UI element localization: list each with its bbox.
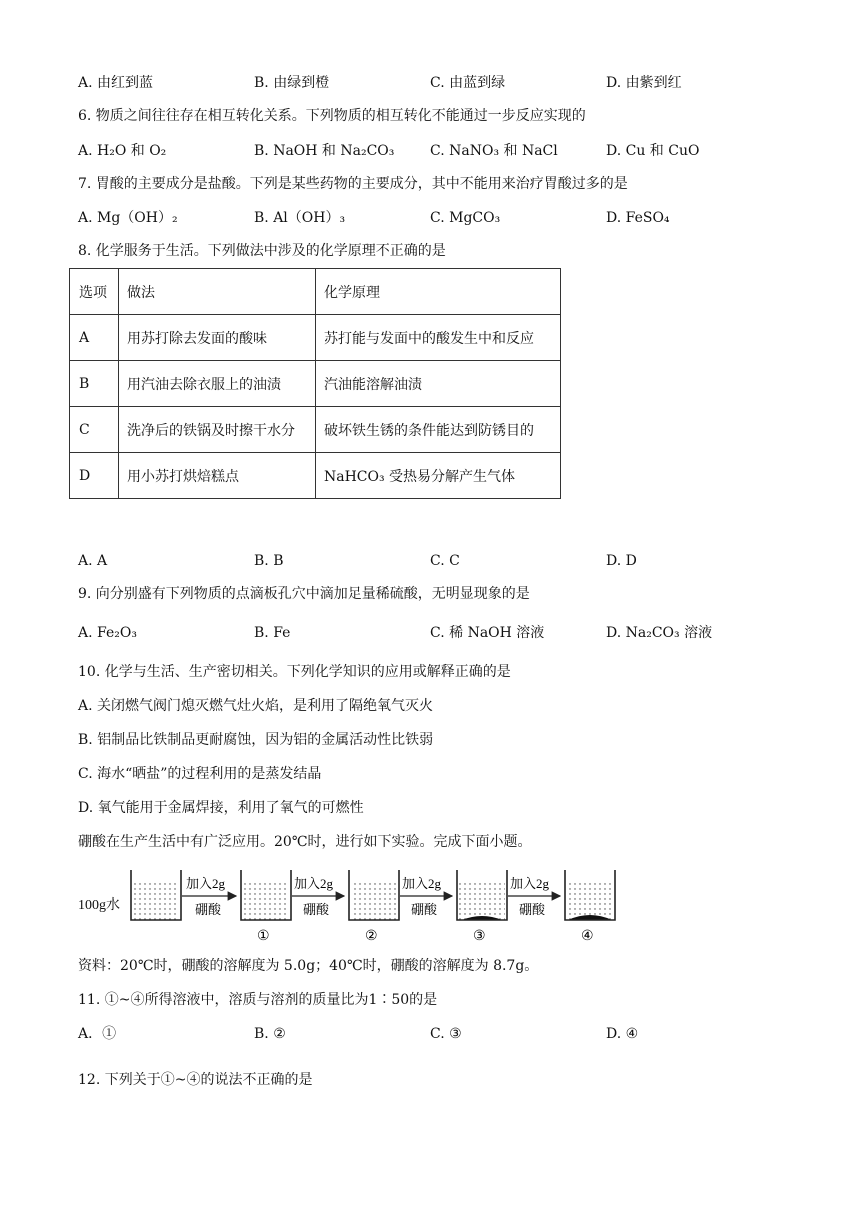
q5-option-a: A. 由红到蓝 [78, 75, 154, 91]
table-row [70, 407, 561, 453]
step-label-bottom: 硼酸 [195, 902, 222, 917]
q11-options [78, 1024, 798, 1044]
q10-option-b: B. 铝制品比铁制品更耐腐蚀，因为铝的金属活动性比铁弱 [78, 732, 434, 748]
table-cell: D [70, 453, 119, 499]
step-label-bottom: 硼酸 [411, 902, 438, 917]
table-cell: NaHCO₃ 受热易分解产生气体 [316, 453, 561, 499]
q9-option-a: A. Fe₂O₃ [78, 625, 137, 641]
intro-text: 硼酸在生产生活中有广泛应用。20℃时，进行如下实验。完成下面小题。 [78, 834, 532, 850]
table-header-row [70, 269, 561, 315]
step-label-top: 加入2g [402, 876, 442, 891]
q5-option-c: C. 由蓝到绿 [430, 75, 506, 91]
q7-options [78, 208, 798, 228]
water-label: 100g水 [78, 898, 120, 913]
table-header-cell: 化学原理 [316, 269, 561, 315]
table-cell: 破坏铁生锈的条件能达到防锈目的 [316, 407, 561, 453]
q7-option-a: A. Mg（OH）₂ [78, 210, 178, 226]
table-cell: A [70, 315, 119, 361]
q8-options [78, 551, 798, 571]
step-label-bottom: 硼酸 [519, 902, 546, 917]
q11-option-b: B. ② [254, 1026, 286, 1042]
q9-option-d: D. Na₂CO₃ 溶液 [606, 625, 713, 641]
q11-stem: 11. ①~④所得溶液中，溶质与溶剂的质量比为1∶50的是 [78, 992, 438, 1008]
step-label-bottom: 硼酸 [303, 902, 330, 917]
table-cell: C [70, 407, 119, 453]
beaker-2 [349, 870, 399, 944]
q9-stem: 9. 向分别盛有下列物质的点滴板孔穴中滴加足量稀硫酸，无明显现象的是 [78, 586, 530, 602]
table-cell: 用苏打除去发面的酸味 [119, 315, 316, 361]
q7-option-c: C. MgCO₃ [430, 210, 501, 226]
beaker-3 [457, 870, 507, 944]
q8-option-c: C. C [430, 553, 460, 569]
q11-option-d: D. ④ [606, 1026, 639, 1042]
q9-option-c: C. 稀 NaOH 溶液 [430, 625, 545, 641]
beaker-start [131, 870, 181, 920]
solution-fill [133, 880, 179, 920]
table-cell: B [70, 361, 119, 407]
q8-option-b: B. B [254, 553, 284, 569]
solution-fill [243, 880, 289, 920]
q5-option-b: B. 由绿到橙 [254, 75, 330, 91]
table-row [70, 315, 561, 361]
table-cell: 洗净后的铁锅及时擦干水分 [119, 407, 316, 453]
step-label-top: 加入2g [510, 876, 550, 891]
q12-stem: 12. 下列关于①~④的说法不正确的是 [78, 1072, 313, 1088]
step-label-top: 加入2g [186, 876, 226, 891]
q8-table [69, 268, 561, 499]
q9-options [78, 623, 798, 643]
q6-option-b: B. NaOH 和 Na₂CO₃ [254, 143, 395, 159]
table-header-cell: 选项 [70, 269, 119, 315]
arrow-step-3 [400, 876, 452, 917]
q7-stem: 7. 胃酸的主要成分是盐酸。下列是某些药物的主要成分，其中不能用来治疗胃酸过多的是 [78, 176, 628, 192]
solution-fill [351, 880, 397, 920]
table-row [70, 361, 561, 407]
table-row [70, 453, 561, 499]
step-label-top: 加入2g [294, 876, 334, 891]
q6-option-a: A. H₂O 和 O₂ [78, 143, 167, 159]
q6-option-d: D. Cu 和 CuO [606, 143, 700, 159]
info-text: 资料：20℃时，硼酸的溶解度为 5.0g；40℃时，硼酸的溶解度为 8.7g。 [78, 958, 539, 974]
beaker-label: ④ [581, 928, 594, 944]
q8-stem: 8. 化学服务于生活。下列做法中涉及的化学原理不正确的是 [78, 243, 446, 259]
q11-option-a: A．① [78, 1026, 117, 1042]
q10-stem: 10. 化学与生活、生产密切相关。下列化学知识的应用或解释正确的是 [78, 664, 511, 680]
q7-option-b: B. Al（OH）₃ [254, 210, 346, 226]
q5-option-d: D. 由紫到红 [606, 75, 682, 91]
arrow-step-2 [292, 876, 344, 917]
q5-options [78, 73, 798, 93]
beaker-label: ③ [473, 928, 486, 944]
q6-stem: 6. 物质之间往往存在相互转化关系。下列物质的相互转化不能通过一步反应实现的 [78, 108, 586, 124]
table-cell: 汽油能溶解油渍 [316, 361, 561, 407]
q7-option-d: D. FeSO₄ [606, 210, 670, 226]
solution-fill [459, 880, 505, 920]
table-cell: 苏打能与发面中的酸发生中和反应 [316, 315, 561, 361]
arrow-step-4 [508, 876, 560, 917]
q8-option-d: D. D [606, 553, 637, 569]
q11-option-c: C. ③ [430, 1026, 462, 1042]
beaker-label: ② [365, 928, 378, 944]
q9-option-b: B. Fe [254, 625, 291, 641]
q6-option-c: C. NaNO₃ 和 NaCl [430, 143, 558, 159]
table-header-cell: 做法 [119, 269, 316, 315]
beaker-4 [565, 870, 615, 944]
table-cell: 用小苏打烘焙糕点 [119, 453, 316, 499]
beaker-label: ① [257, 928, 270, 944]
table-cell: 用汽油去除衣服上的油渍 [119, 361, 316, 407]
q8-option-a: A. A [78, 553, 108, 569]
q10-option-d: D. 氧气能用于金属焊接，利用了氧气的可燃性 [78, 800, 364, 816]
beaker-1 [241, 870, 291, 944]
q10-option-a: A. 关闭燃气阀门熄灭燃气灶火焰，是利用了隔绝氧气灭火 [78, 698, 434, 714]
arrow-step-1 [182, 876, 236, 917]
experiment-diagram [78, 862, 638, 946]
solution-fill [567, 880, 613, 920]
q10-option-c: C. 海水“晒盐”的过程利用的是蒸发结晶 [78, 766, 322, 782]
q6-options [78, 141, 798, 161]
